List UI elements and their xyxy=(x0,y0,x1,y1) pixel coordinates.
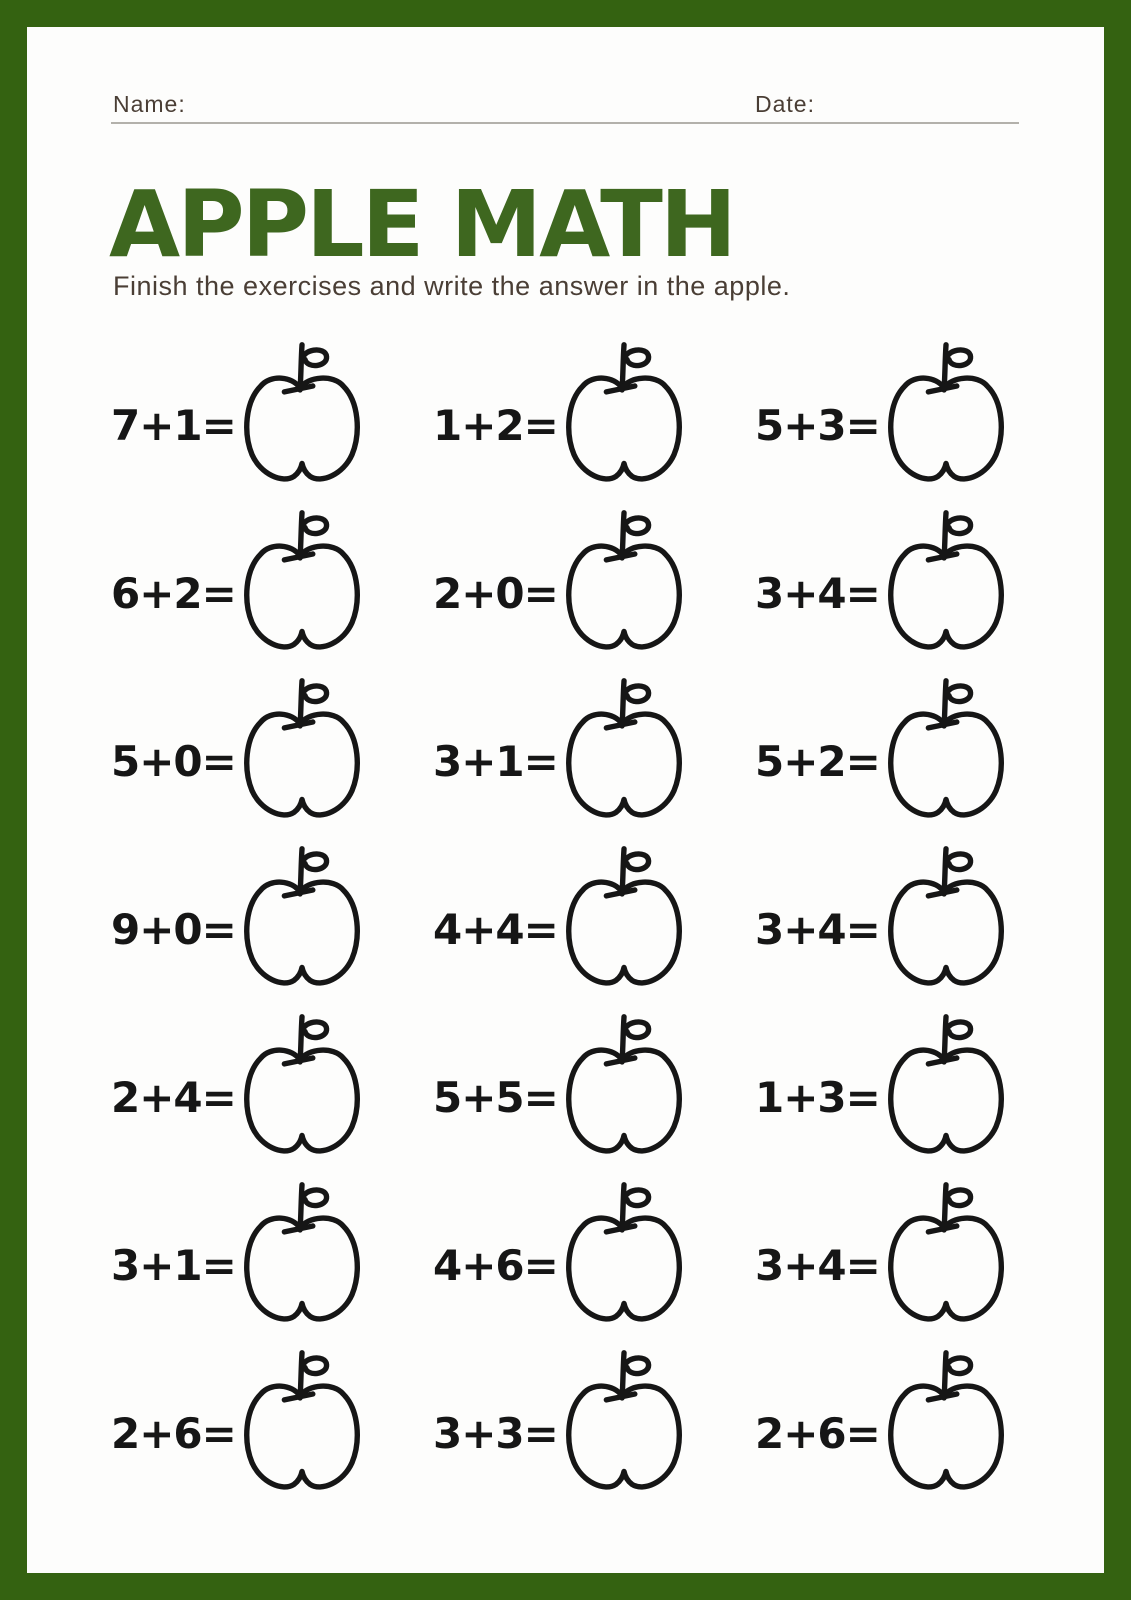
apple-outline-icon[interactable] xyxy=(883,839,1011,991)
apple-outline-icon[interactable] xyxy=(239,839,367,991)
problem-label: 5+3= xyxy=(755,400,880,450)
problem-cell xyxy=(111,1335,433,1503)
problem-label: 6+2= xyxy=(111,568,236,618)
problem-cell xyxy=(111,831,433,999)
problem-label: 4+6= xyxy=(433,1240,558,1290)
problem-label: 1+3= xyxy=(755,1072,880,1122)
apple-outline-icon[interactable] xyxy=(561,671,689,823)
apple-outline-icon[interactable] xyxy=(239,1007,367,1159)
problem-cell xyxy=(111,999,433,1167)
problem-cell xyxy=(755,495,1036,663)
problem-label: 7+1= xyxy=(111,400,236,450)
apple-outline-icon[interactable] xyxy=(883,1007,1011,1159)
problem-cell xyxy=(433,1167,755,1335)
problem-label: 5+5= xyxy=(433,1072,558,1122)
problem-cell xyxy=(755,663,1036,831)
problem-cell xyxy=(111,327,433,495)
apple-outline-icon[interactable] xyxy=(561,839,689,991)
apple-outline-icon[interactable] xyxy=(239,503,367,655)
apple-outline-icon[interactable] xyxy=(883,1343,1011,1495)
apple-outline-icon[interactable] xyxy=(883,335,1011,487)
problem-label: 3+1= xyxy=(111,1240,236,1290)
problem-cell xyxy=(433,495,755,663)
problem-cell xyxy=(111,495,433,663)
page-subtitle: Finish the exercises and write the answer in the apple. xyxy=(113,271,791,301)
apple-outline-icon[interactable] xyxy=(561,1007,689,1159)
apple-outline-icon[interactable] xyxy=(239,335,367,487)
problem-label: 4+4= xyxy=(433,904,558,954)
name-date-fill-line[interactable] xyxy=(111,122,1019,124)
problem-cell xyxy=(755,327,1036,495)
problem-cell xyxy=(755,1167,1036,1335)
problem-label: 1+2= xyxy=(433,400,558,450)
problem-label: 3+3= xyxy=(433,1408,558,1458)
problem-label: 3+4= xyxy=(755,904,880,954)
problem-label: 2+0= xyxy=(433,568,558,618)
apple-outline-icon[interactable] xyxy=(561,1343,689,1495)
problem-label: 3+4= xyxy=(755,1240,880,1290)
problem-cell xyxy=(111,1167,433,1335)
problem-label: 2+4= xyxy=(111,1072,236,1122)
problems-grid xyxy=(111,327,1036,1503)
problem-cell xyxy=(111,663,433,831)
problem-cell xyxy=(755,1335,1036,1503)
apple-outline-icon[interactable] xyxy=(561,503,689,655)
apple-outline-icon[interactable] xyxy=(239,1175,367,1327)
page-title: APPLE MATH xyxy=(109,171,734,278)
apple-outline-icon[interactable] xyxy=(561,335,689,487)
apple-outline-icon[interactable] xyxy=(883,671,1011,823)
problem-label: 9+0= xyxy=(111,904,236,954)
problem-label: 3+1= xyxy=(433,736,558,786)
name-label: Name: xyxy=(113,91,186,117)
worksheet-page xyxy=(27,27,1104,1573)
problem-cell xyxy=(433,663,755,831)
problem-label: 5+2= xyxy=(755,736,880,786)
problem-label: 2+6= xyxy=(111,1408,236,1458)
problem-cell xyxy=(433,327,755,495)
problem-label: 3+4= xyxy=(755,568,880,618)
apple-outline-icon[interactable] xyxy=(239,671,367,823)
date-label: Date: xyxy=(755,91,815,117)
apple-outline-icon[interactable] xyxy=(239,1343,367,1495)
problem-cell xyxy=(755,999,1036,1167)
apple-outline-icon[interactable] xyxy=(883,1175,1011,1327)
apple-outline-icon[interactable] xyxy=(883,503,1011,655)
problem-cell xyxy=(433,831,755,999)
problem-label: 2+6= xyxy=(755,1408,880,1458)
problem-label: 5+0= xyxy=(111,736,236,786)
problem-cell xyxy=(755,831,1036,999)
problem-cell xyxy=(433,1335,755,1503)
apple-outline-icon[interactable] xyxy=(561,1175,689,1327)
problem-cell xyxy=(433,999,755,1167)
